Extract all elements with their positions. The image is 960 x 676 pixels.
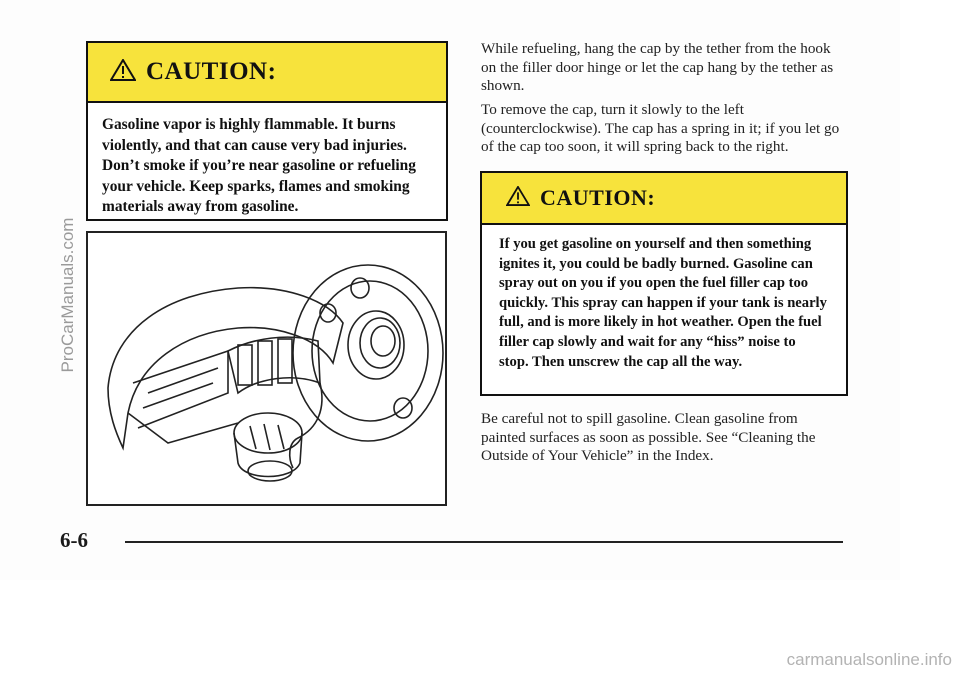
caution-box-spray	[480, 171, 848, 396]
fuel-cap-illustration	[86, 231, 447, 506]
caution-title: CAUTION:	[146, 58, 277, 85]
spill-paragraph: Be careful not to spill gasoline. Clean gasoline from painted surfaces as soon as possible. See “Cleaning the Outside of Your Vehicle” in the Index.	[481, 410, 816, 464]
caution-title: CAUTION:	[540, 185, 656, 210]
refueling-paragraph: While refueling, hang the cap by the tether from the hook on the filler door hinge or let the cap hang by the tether as shown.	[481, 40, 834, 94]
caution-text: If you get gasoline on yourself and then something ignites it, you could be badly burned. Gasoline can spray out on you if you open the fuel filler cap too quickly. This spray can happen if your tank is nearly full, and is more likely in hot weather. Open the fuel filler cap slowly and wait for any “hiss” noise to stop. Then unscrew the cap all the way.	[499, 236, 827, 370]
warning-triangle-icon	[506, 186, 530, 211]
caution-header	[88, 43, 446, 103]
caution-box-vapor	[86, 41, 448, 221]
watermark-vertical	[57, 185, 79, 405]
warning-triangle-icon	[110, 59, 136, 86]
page-number: 6-6	[60, 528, 88, 552]
watermark-vertical-text: ProCarManuals.com	[58, 217, 77, 373]
footer-rule	[125, 541, 843, 543]
caution-header	[482, 173, 846, 225]
watermark-bottom: carmanualsonline.info	[786, 650, 952, 669]
fuel-cap-drawing	[88, 233, 445, 504]
remove-cap-paragraph: To remove the cap, turn it slowly to the left (counterclockwise). The cap has a spring in it; if you let go of the cap too soon, it will spring back to the right.	[481, 101, 840, 155]
caution-text: Gasoline vapor is highly flammable. It burns violently, and that can cause very bad injuries. Don’t smoke if you’re near gasoline or refueling your vehicle. Keep sparks, flames and smoking materials away from gasoline.	[102, 116, 416, 215]
